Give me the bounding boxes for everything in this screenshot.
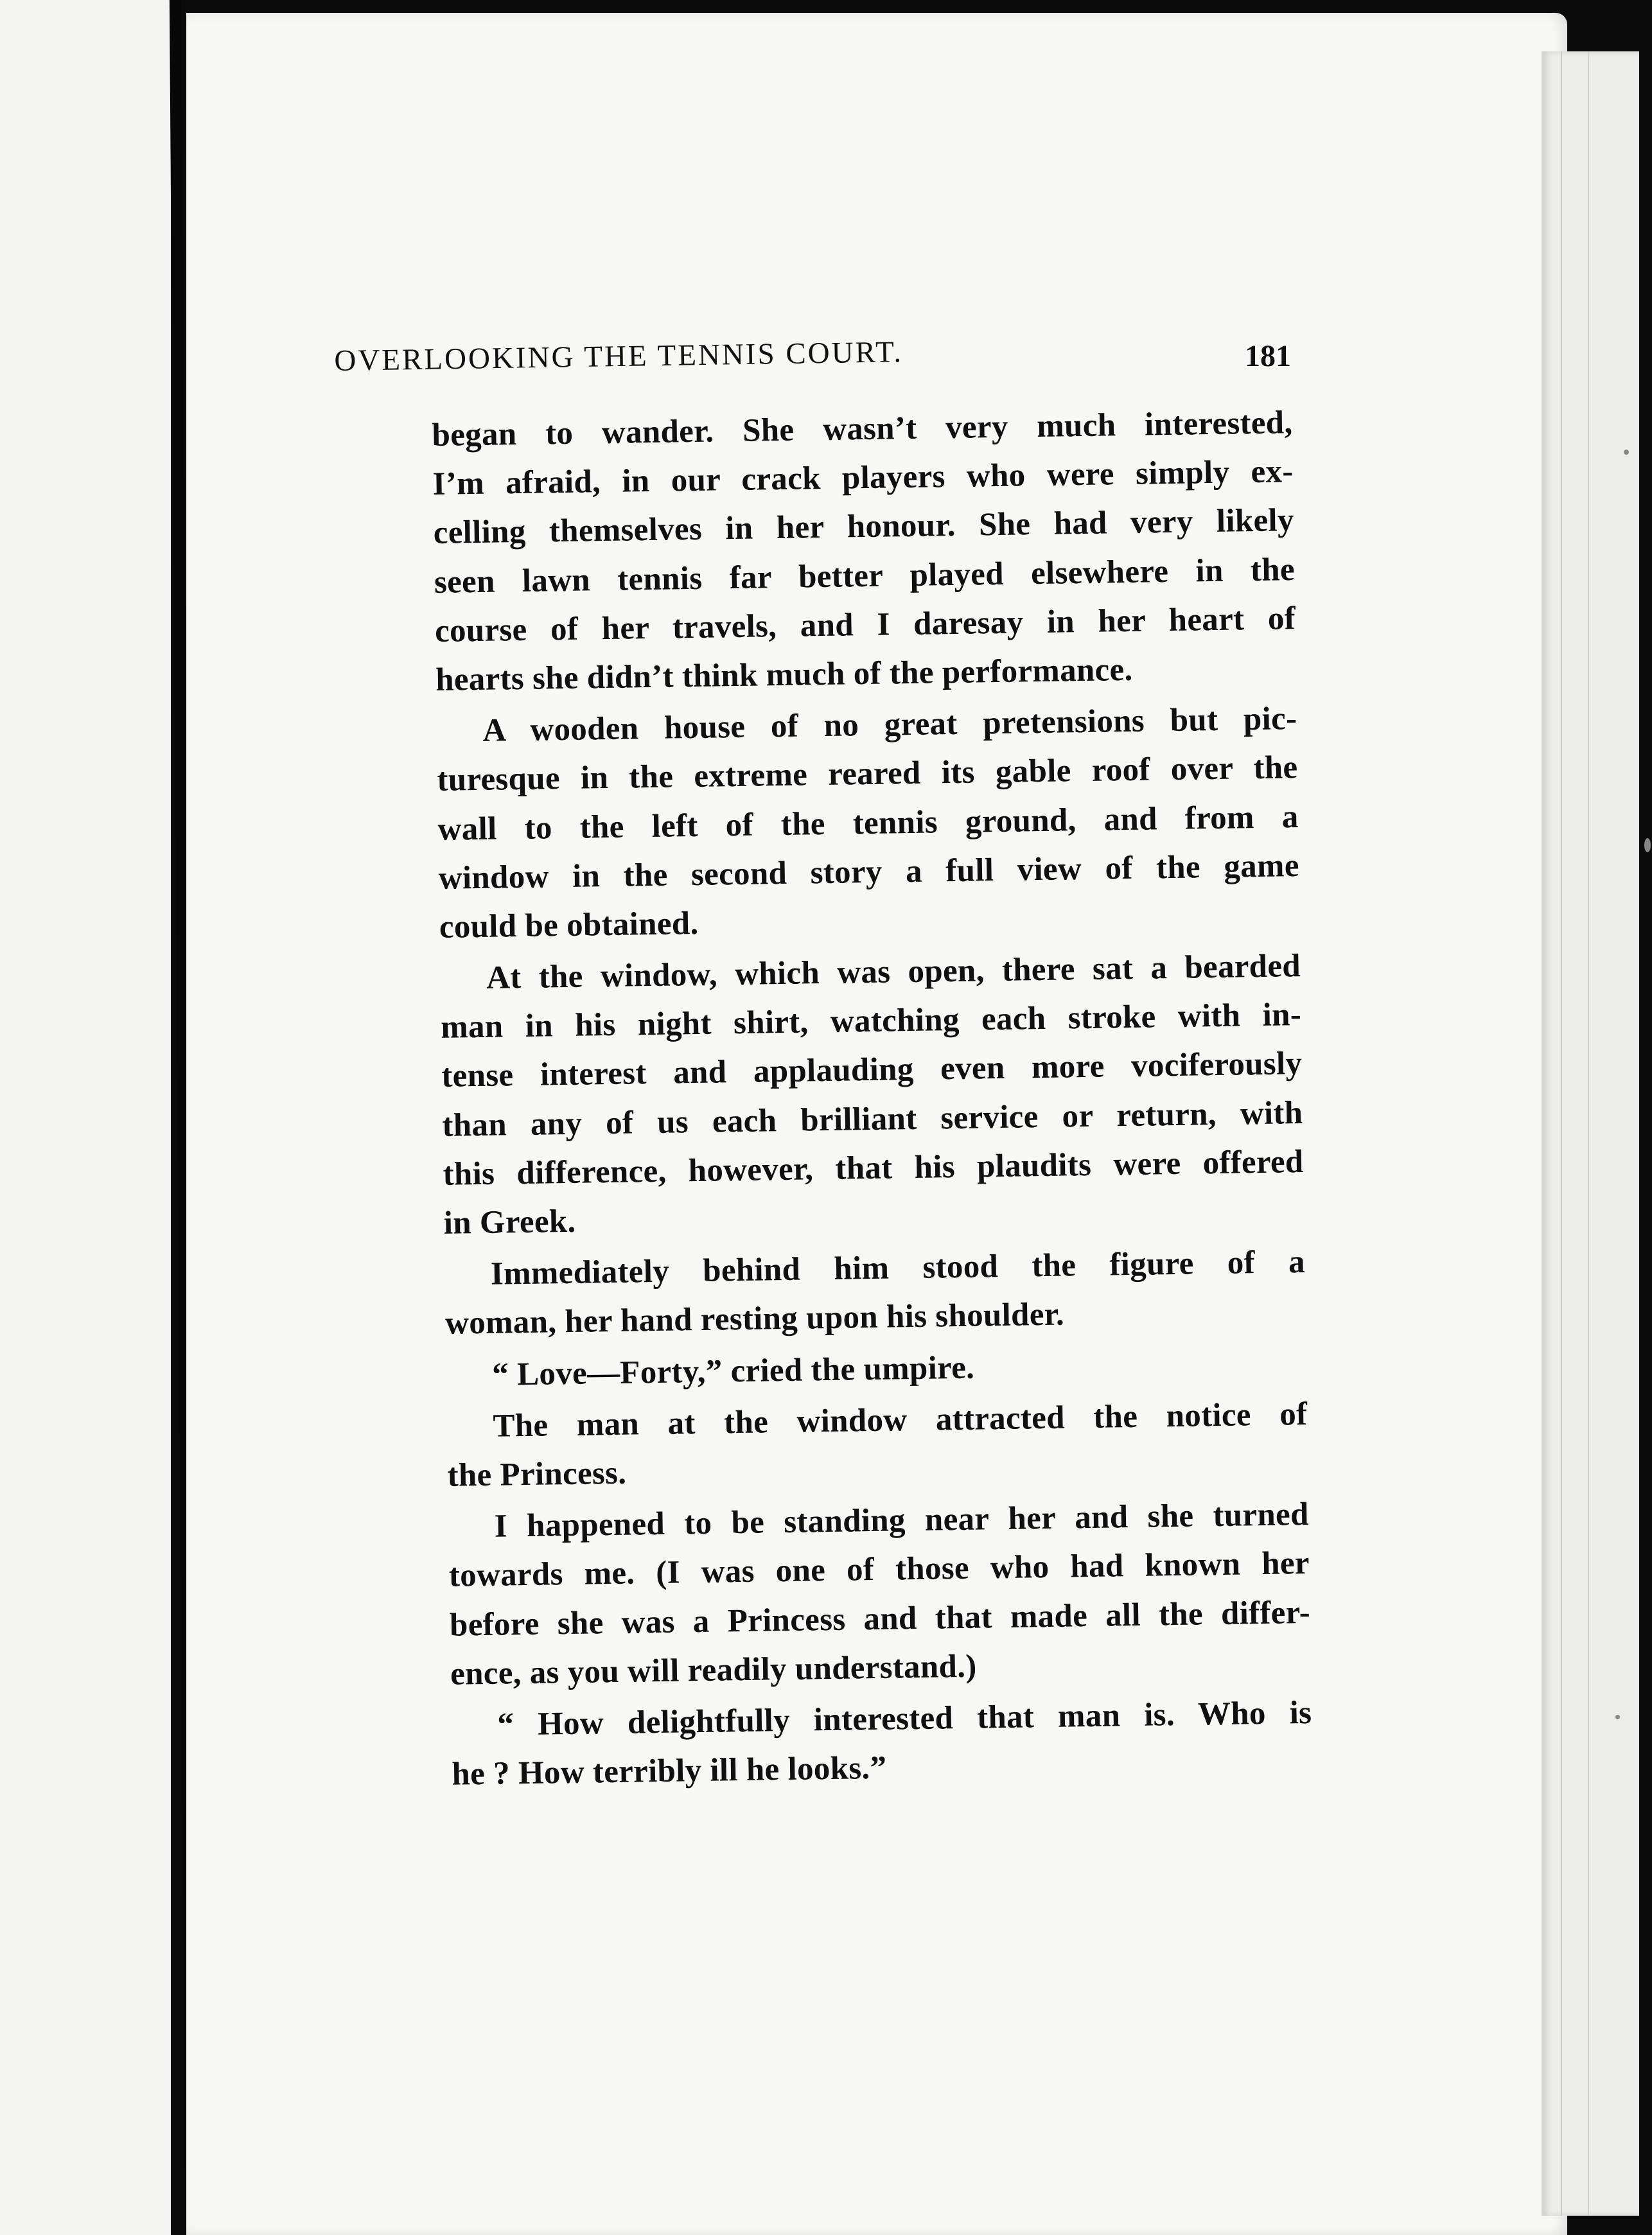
scan-speck (1624, 450, 1629, 455)
page-number: 181 (1245, 339, 1291, 373)
text-line: in Greek. (443, 1203, 576, 1241)
text-line: towards me. (I was one of those who had known her (448, 1545, 1310, 1595)
text-line: “ How delightfully interested that man is. Who is (496, 1694, 1312, 1743)
text-line: seen lawn tennis far better played elsewhere in the (434, 551, 1296, 600)
text-line: window in the second story a full view of the game (438, 847, 1300, 897)
text-line: woman, her hand resting upon his shoulder. (444, 1296, 1065, 1342)
text-line: Immediately behind him stood the figure of a (490, 1244, 1306, 1292)
text-line: celling themselves in her honour. She had very likely (433, 502, 1295, 552)
running-head (334, 335, 1291, 389)
text-line: began to wander. She wasn’t very much interested, (432, 405, 1293, 453)
text-line: than any of us each brilliant service or return, with (442, 1094, 1303, 1144)
left-page-margin (0, 0, 171, 2235)
scan-speck (1644, 838, 1651, 852)
running-head-title: OVERLOOKING THE TENNIS COURT. (334, 335, 904, 378)
body-text (432, 398, 1314, 1830)
text-line: ence, as you will readily understand.) (450, 1648, 977, 1692)
text-line: turesque in the extreme reared its gable roof over the (437, 749, 1298, 799)
text-line: could be obtained. (439, 905, 699, 945)
text-line: The man at the window attracted the notice of (493, 1396, 1308, 1444)
text-line: course of her travels, and I daresay in her heart of (434, 600, 1296, 649)
text-line: before she was a Princess and that made all the differ- (449, 1594, 1311, 1643)
text-line: he ? How terribly ill he looks.” (452, 1749, 887, 1792)
text-line: I’m afraid, in our crack players who were simply ex- (432, 453, 1294, 503)
scan-speck (1615, 1715, 1620, 1719)
text-line: “ Love—Forty,” cried the umpire. (491, 1349, 975, 1393)
text-line: hearts she didn’t think much of the performance. (435, 651, 1133, 698)
text-line: the Princess. (447, 1455, 627, 1494)
text-line: tense interest and applauding even more vociferously (441, 1046, 1303, 1095)
text-line: wall to the left of the tennis ground, and from a (437, 798, 1299, 848)
page-edge-shadow (1542, 51, 1639, 2216)
text-line: this difference, however, that his plaudits were offered (443, 1143, 1304, 1193)
text-line: A wooden house of no great pretensions but pic- (482, 701, 1297, 749)
text-line: I happened to be standing near her and she turned (494, 1496, 1310, 1545)
text-line: man in his night shirt, watching each stroke with in- (440, 997, 1302, 1046)
text-line: At the window, which was open, there sat a bearded (486, 948, 1301, 996)
